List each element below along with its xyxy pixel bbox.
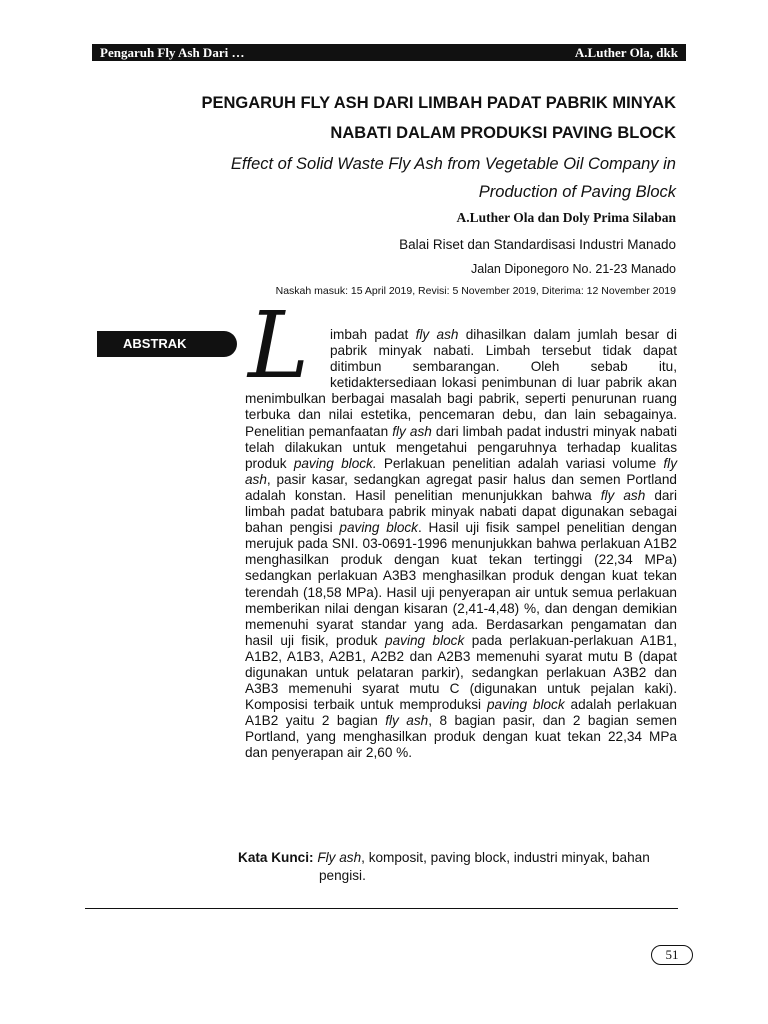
- keywords-label: Kata Kunci:: [238, 850, 314, 865]
- footer-rule: [85, 908, 678, 909]
- keywords-rest: , komposit, paving block, industri minyak, bahan: [361, 850, 650, 865]
- keywords-continuation: pengisi.: [319, 868, 366, 883]
- abstract-text-segment: , 8 bagian pasir, dan 2 bagian semen Portland, yang menghasilkan produk dengan kuat tekan 22,34 MPa dan penyerapan air 2,60 %.: [245, 713, 677, 761]
- abstract-text-segment: dari limbah padat batubara pabrik minyak nabati dapat digunakan sebagai bahan pengisi: [245, 487, 677, 536]
- drop-cap: L: [248, 292, 310, 399]
- abstract-text-segment: adalah perlakuan A1B2 yaitu 2 bagian: [245, 697, 677, 729]
- address: Jalan Diponegoro No. 21-23 Manado: [471, 262, 676, 276]
- paper-title-line-1: PENGARUH FLY ASH DARI LIMBAH PADAT PABRIK MINYAK: [201, 94, 676, 112]
- running-header-authors: A.Luther Ola, dkk: [574, 45, 678, 60]
- abstract-italic-term: fly ash: [415, 327, 459, 342]
- page-number: 51: [651, 945, 693, 965]
- abstract-body: [245, 327, 677, 762]
- authors: A.Luther Ola dan Doly Prima Silaban: [456, 210, 676, 225]
- abstract-text: [245, 327, 677, 760]
- abstract-label: ABSTRAK: [97, 331, 237, 357]
- abstract-text-segment: . Hasil uji fisik sampel penelitian dengan merujuk pada SNI. 03-0691-1996 menunjukkan bahwa perlakuan A1B2 menghasilkan produk dengan kuat tekan tertinggi (22,34 MPa) sedangkan perlakuan A3B3 menghasilkan produk dengan kuat tekan terendah (18,58 MPa). Hasil uji penyerapan air untuk semua perlakuan memberikan nilai dengan kisaran (2,41-4,48) %, dan dengan demikian memenuhi syarat standar yang ada. Berdasarkan pengamatan dan hasil uji fisik, produk: [245, 520, 677, 648]
- abstract-text-segment: dari limbah padat industri minyak nabati telah dilakukan untuk mengetahui pengaruhnya terhadap kualitas produk: [245, 423, 677, 471]
- running-header-title: Pengaruh Fly Ash Dari …: [100, 45, 245, 60]
- keywords-term-italic: Fly ash: [317, 850, 362, 865]
- paper-title-line-2: NABATI DALAM PRODUKSI PAVING BLOCK: [330, 124, 676, 142]
- abstract-italic-term: fly ash: [392, 423, 432, 439]
- abstract-text-segment: Perlakuan penelitian adalah variasi volume: [376, 455, 664, 471]
- abstract-text-segment: imbah padat: [330, 327, 416, 342]
- abstract-text-segment: dihasilkan dalam jumlah besar di pabrik minyak nabati. Limbah tersebut tidak dapat ditimbun sembarangan. Oleh sebab itu, ketidaktersediaan lokasi penimbunan di luar pabrik akan menimbulkan berbagai masalah bagi pabrik, seperti penurunan ruang terbuka dan nilai estetika, pencemaran debu, dan lain sebagainya. Penelitian pemanfaatan: [245, 327, 677, 439]
- manuscript-dates: Naskah masuk: 15 April 2019, Revisi: 5 November 2019, Diterima: 12 November 2019: [275, 285, 676, 297]
- drop-cap-space: [245, 327, 330, 390]
- abstract-text-segment: , pasir kasar, sedangkan agregat pasir halus dan semen Portland adalah konstan. Hasil penelitian menunjukkan bahwa: [245, 471, 677, 503]
- keywords: [238, 849, 678, 885]
- abstract-italic-term: fly ash: [245, 455, 677, 487]
- affiliation: Balai Riset dan Standardisasi Industri Manado: [399, 237, 676, 252]
- abstract-italic-term: fly ash: [385, 713, 429, 729]
- abstract-text-segment: pada perlakuan-perlakuan A1B1, A1B2, A1B3, A2B1, A2B2 dan A2B3 memenuhi syarat mutu B (dapat digunakan untuk pelataran parkir), sedangkan perlakuan A3B2 dan A3B3 memenuhi syarat mutu C (digunakan untuk pejalan kaki). Komposisi terbaik untuk memproduksi: [245, 632, 678, 713]
- running-header: [92, 44, 686, 61]
- english-title-line-2: Production of Paving Block: [478, 183, 676, 201]
- abstract-italic-term: paving block: [486, 697, 565, 713]
- abstract-italic-term: paving block: [385, 632, 465, 648]
- abstract-italic-term: paving block.: [293, 455, 377, 471]
- abstract-italic-term: paving block: [339, 520, 418, 536]
- abstract-italic-term: fly ash: [600, 487, 646, 503]
- english-title-line-1: Effect of Solid Waste Fly Ash from Vegetable Oil Company in: [230, 155, 676, 173]
